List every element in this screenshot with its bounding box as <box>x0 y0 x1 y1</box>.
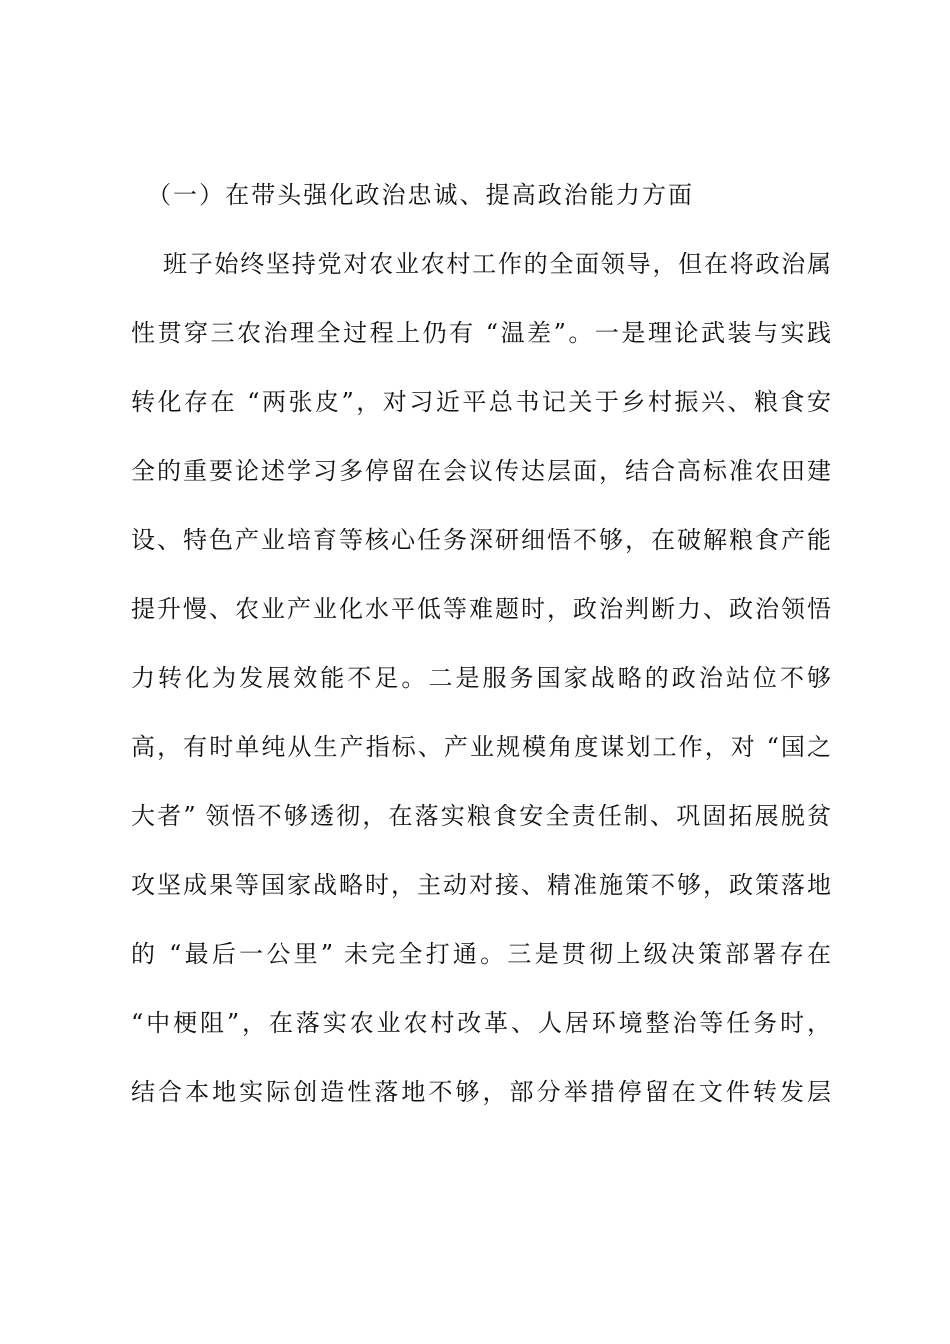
paragraph-line: 的 “最后一公里” 未完全打通。三是贯彻上级决策部署存在 <box>131 940 831 968</box>
paragraph-line: 力转化为发展效能不足。二是服务国家战略的政治站位不够 <box>131 664 831 692</box>
paragraph-line: 性贯穿三农治理全过程上仍有 “温差”。一是理论武装与实践 <box>131 319 831 347</box>
section-heading: （一）在带头强化政治忠诚、提高政治能力方面 <box>147 181 692 209</box>
paragraph-line: 结合本地实际创造性落地不够，部分举措停留在文件转发层 <box>131 1078 831 1106</box>
paragraph-line: 提升慢、农业产业化水平低等难题时，政治判断力、政治领悟 <box>131 595 831 623</box>
paragraph-line: 班子始终坚持党对农业农村工作的全面领导，但在将政治属 <box>163 250 831 278</box>
paragraph-line: 转化存在 “两张皮”，对习近平总书记关于乡村振兴、粮食安 <box>131 388 831 416</box>
paragraph-line: “中梗阻”，在落实农业农村改革、人居环境整治等任务时， <box>131 1009 831 1037</box>
paragraph-line: 高，有时单纯从生产指标、产业规模角度谋划工作，对 “国之 <box>131 733 831 761</box>
paragraph-line: 攻坚成果等国家战略时，主动对接、精准施策不够，政策落地 <box>131 871 831 899</box>
paragraph-line: 设、特色产业培育等核心任务深研细悟不够，在破解粮食产能 <box>131 526 831 554</box>
paragraph-line: 全的重要论述学习多停留在会议传达层面，结合高标准农田建 <box>131 457 831 485</box>
paragraph-line: 大者” 领悟不够透彻，在落实粮食安全责任制、巩固拓展脱贫 <box>131 802 831 830</box>
